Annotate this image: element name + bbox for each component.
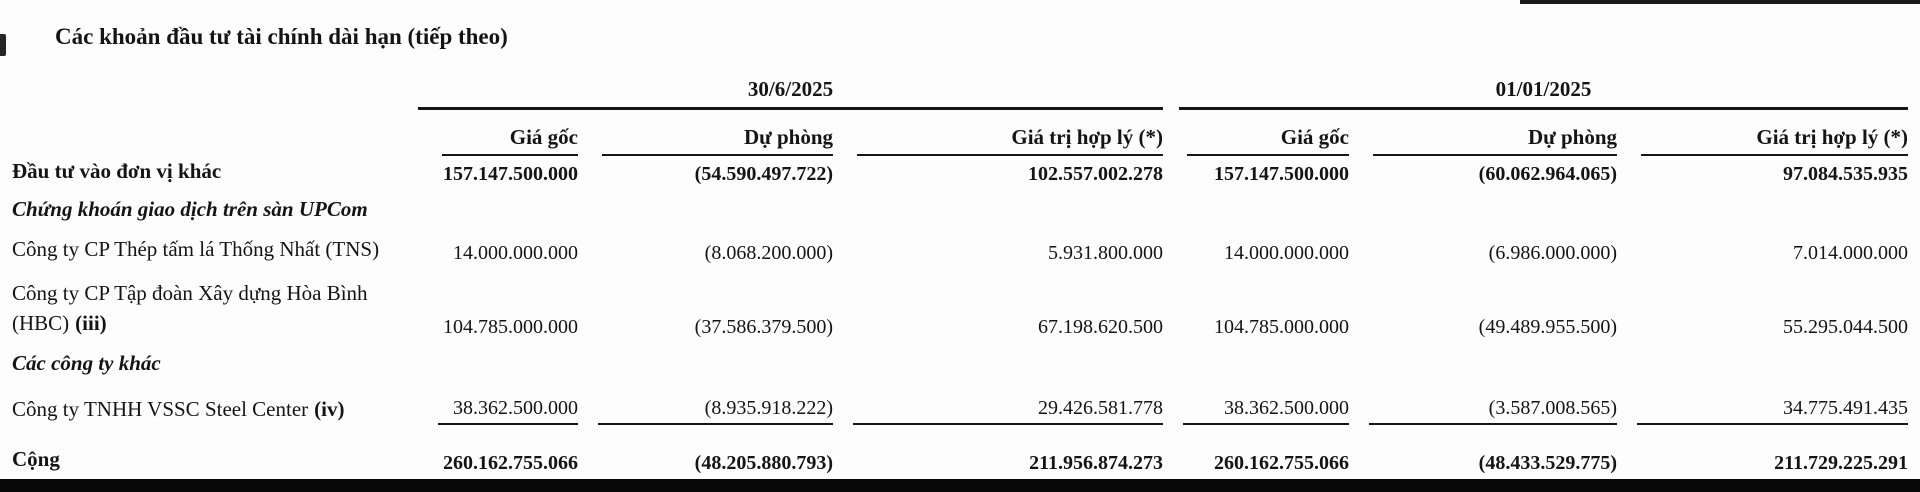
row-value: [1163, 194, 1349, 232]
col-header-cell: [578, 110, 833, 156]
row-value: 5.931.800.000: [1048, 241, 1163, 264]
row-value: [418, 347, 578, 387]
row-value: (8.068.200.000): [704, 241, 833, 264]
row-value: [1349, 347, 1617, 387]
long-term-investments-table: [12, 66, 1908, 483]
period-header-01-01-2025: 01/01/2025: [1179, 77, 1908, 110]
row-value: [578, 347, 833, 387]
row-value: (48.433.529.775): [1478, 451, 1617, 474]
row-value: 67.198.620.500: [1038, 315, 1163, 338]
scan-edge-line-top: [1520, 0, 1920, 4]
row-value: 211.729.225.291: [1774, 451, 1909, 474]
row-value: [578, 194, 833, 232]
empty-label-header: [12, 110, 418, 156]
row-label: Công ty CP Tập đoàn Xây dựng Hòa Bình (HBC) (iii): [12, 281, 368, 336]
row-label: Cộng: [12, 447, 60, 472]
row-value: 97.084.535.935: [1783, 163, 1909, 186]
row-value: 14.000.000.000: [453, 241, 578, 264]
section-number-fragment: [0, 34, 6, 56]
row-value: 260.162.755.066: [443, 451, 578, 474]
scan-edge-bar-bottom: [0, 479, 1920, 492]
column-header-row: [12, 110, 1908, 156]
table-row-dau-tu-vao-don-vi-khac: [12, 156, 1908, 194]
table-row-upcom-section: [12, 194, 1908, 232]
column-header-gia-tri-hop-ly-1: Giá trị hợp lý (*): [857, 125, 1163, 156]
col-header-cell: [1617, 110, 1908, 156]
row-value: 38.362.500.000: [418, 387, 578, 433]
row-value: [1617, 347, 1908, 387]
row-value: (37.586.379.500): [694, 315, 833, 338]
row-value: (8.935.918.222): [578, 387, 833, 433]
column-header-gia-goc-1: Giá gốc: [442, 125, 578, 156]
table-row-total: [12, 433, 1908, 483]
period-header-30-6-2025: 30/6/2025: [418, 77, 1163, 110]
column-header-gia-tri-hop-ly-2: Giá trị hợp lý (*): [1641, 125, 1908, 156]
row-value: 102.557.002.278: [1028, 163, 1163, 186]
section-title: Các khoản đầu tư tài chính dài hạn (tiếp theo): [55, 24, 508, 49]
col-header-cell: [833, 110, 1163, 156]
row-value: 38.362.500.000: [1163, 387, 1349, 433]
period-group-1: [418, 66, 1163, 110]
row-value: [1349, 194, 1617, 232]
col-header-cell: [418, 110, 578, 156]
row-value: 29.426.581.778: [833, 387, 1163, 433]
row-value: 14.000.000.000: [1224, 241, 1349, 264]
row-value: (3.587.008.565): [1349, 387, 1617, 433]
table-row-other-companies-section: [12, 347, 1908, 387]
row-value: (60.062.964.065): [1478, 163, 1617, 186]
row-value: 104.785.000.000: [443, 315, 578, 338]
row-value: [1617, 194, 1908, 232]
row-value: [833, 194, 1163, 232]
table-row-vssc: [12, 387, 1908, 433]
table-row-tns: [12, 233, 1908, 273]
row-label: Công ty TNHH VSSC Steel Center (iv): [12, 397, 345, 422]
row-value: 55.295.044.500: [1783, 315, 1909, 338]
period-group-2: [1163, 66, 1908, 110]
row-value: 34.775.491.435: [1617, 387, 1908, 433]
period-header-row: [12, 66, 1908, 110]
row-value: (49.489.955.500): [1478, 315, 1617, 338]
col-header-cell: [1349, 110, 1617, 156]
row-value: [833, 347, 1163, 387]
row-value: 157.147.500.000: [1214, 163, 1349, 186]
row-value: [418, 194, 578, 232]
row-value: (54.590.497.722): [694, 163, 833, 186]
row-label: Chứng khoán giao dịch trên sàn UPCom: [12, 197, 368, 222]
row-label: Đầu tư vào đơn vị khác: [12, 159, 222, 183]
row-value: [1163, 347, 1349, 387]
table-row-hbc: [12, 273, 1908, 347]
column-header-gia-goc-2: Giá gốc: [1187, 125, 1349, 156]
column-header-du-phong-2: Dự phòng: [1373, 125, 1617, 156]
row-label: Công ty CP Thép tấm lá Thống Nhất (TNS): [12, 237, 380, 262]
row-label: Các công ty khác: [12, 351, 161, 376]
row-value: 7.014.000.000: [1793, 241, 1909, 264]
empty-corner-cell: [12, 66, 418, 110]
row-value: 211.956.874.273: [1029, 451, 1163, 474]
col-header-cell: [1163, 110, 1349, 156]
row-value: 104.785.000.000: [1214, 315, 1349, 338]
column-header-du-phong-1: Dự phòng: [602, 125, 833, 156]
row-value: 260.162.755.066: [1214, 451, 1349, 474]
row-value: (6.986.000.000): [1488, 241, 1617, 264]
row-value: 157.147.500.000: [443, 163, 578, 186]
row-value: (48.205.880.793): [694, 451, 833, 474]
